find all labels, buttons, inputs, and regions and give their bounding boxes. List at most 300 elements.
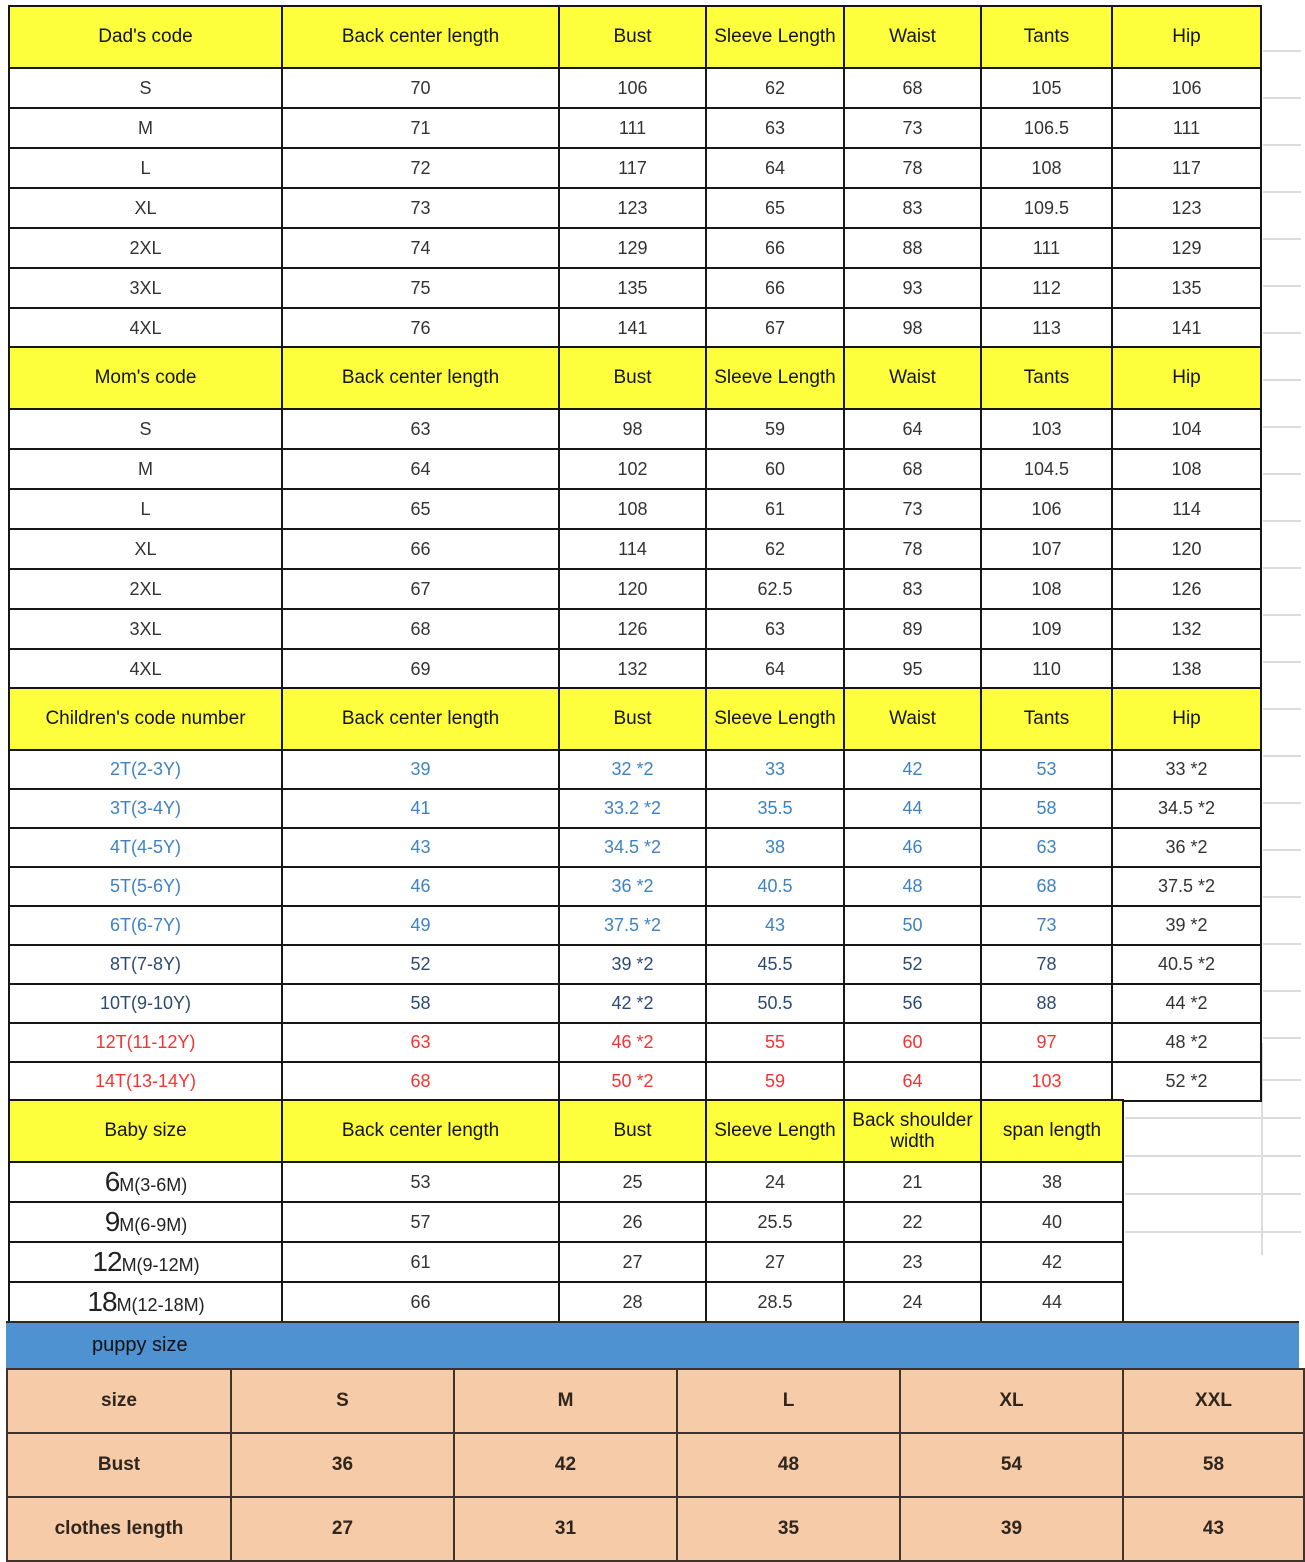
row-label-text: 2T(2-3Y): [109, 759, 181, 779]
table-row: [9, 409, 1261, 449]
row-label: [7, 1369, 231, 1433]
cell-value: 33.2 *2: [559, 789, 706, 828]
cell-value: XXL: [1123, 1369, 1304, 1433]
cell-value: 48: [677, 1433, 900, 1497]
cell-value: 114: [1112, 489, 1261, 529]
cell-value: 39: [282, 750, 559, 789]
row-label: [9, 750, 282, 789]
column-header: Bust: [559, 347, 706, 409]
column-header: Waist: [844, 347, 981, 409]
row-label: [9, 789, 282, 828]
cell-value: 48 *2: [1112, 1023, 1261, 1062]
row-label: [9, 569, 282, 609]
table-row: [9, 1202, 1123, 1242]
cell-value: 78: [844, 148, 981, 188]
row-label-text: 8T(7-8Y): [109, 954, 181, 974]
row-label-big: 18: [87, 1286, 117, 1317]
cell-value: 21: [844, 1162, 981, 1202]
cell-value: 63: [706, 108, 844, 148]
table-row: [9, 268, 1261, 308]
cell-value: 78: [981, 945, 1112, 984]
cell-value: 73: [981, 906, 1112, 945]
column-header: Tants: [981, 347, 1112, 409]
cell-value: 37.5 *2: [1112, 867, 1261, 906]
cell-value: 129: [1112, 228, 1261, 268]
cell-value: 129: [559, 228, 706, 268]
table-row: [9, 1162, 1123, 1202]
cell-value: 123: [559, 188, 706, 228]
row-label: [9, 984, 282, 1023]
row-label: [9, 449, 282, 489]
moms-size-table: [8, 346, 1262, 690]
table-row: [9, 789, 1261, 828]
cell-value: 66: [282, 1282, 559, 1322]
cell-value: 69: [282, 649, 559, 689]
row-label-big: 12: [92, 1246, 122, 1277]
cell-value: 141: [559, 308, 706, 348]
cell-value: 78: [844, 529, 981, 569]
cell-value: 45.5: [706, 945, 844, 984]
cell-value: 76: [282, 308, 559, 348]
column-header: Back shoulder width: [844, 1100, 981, 1162]
column-header: Sleeve Length: [706, 347, 844, 409]
row-label-text: XL: [134, 197, 157, 218]
cell-value: 46: [282, 867, 559, 906]
cell-value: 25: [559, 1162, 706, 1202]
column-header: Bust: [559, 6, 706, 68]
cell-value: 106: [981, 489, 1112, 529]
cell-value: 68: [282, 609, 559, 649]
row-label-rest: M(6-9M): [119, 1215, 188, 1235]
cell-value: 49: [282, 906, 559, 945]
row-label: [9, 1062, 282, 1101]
cell-value: 43: [282, 828, 559, 867]
cell-value: 26: [559, 1202, 706, 1242]
cell-value: 39 *2: [1112, 906, 1261, 945]
row-label-text: 5T(5-6Y): [109, 876, 181, 896]
cell-value: 44 *2: [1112, 984, 1261, 1023]
row-label: [9, 529, 282, 569]
cell-value: 120: [559, 569, 706, 609]
cell-value: 111: [981, 228, 1112, 268]
row-label-text: 12T(11-12Y): [95, 1032, 196, 1052]
cell-value: 75: [282, 268, 559, 308]
cell-value: 55: [706, 1023, 844, 1062]
table-row: [9, 308, 1261, 348]
row-label-text: 2XL: [129, 578, 162, 599]
table-row: [9, 1062, 1261, 1101]
cell-value: 71: [282, 108, 559, 148]
table-row: [9, 148, 1261, 188]
cell-value: 60: [706, 449, 844, 489]
cell-value: 95: [844, 649, 981, 689]
cell-value: 35.5: [706, 789, 844, 828]
table-row: [9, 984, 1261, 1023]
row-label: [9, 906, 282, 945]
cell-value: 111: [559, 108, 706, 148]
row-label: [9, 308, 282, 348]
cell-value: 141: [1112, 308, 1261, 348]
column-header: Bust: [559, 688, 706, 750]
cell-value: 70: [282, 68, 559, 108]
row-label: [7, 1497, 231, 1561]
cell-value: 64: [844, 1062, 981, 1101]
cell-value: 113: [981, 308, 1112, 348]
column-header: Dad's code: [9, 6, 282, 68]
cell-value: 50 *2: [559, 1062, 706, 1101]
cell-value: 33: [706, 750, 844, 789]
cell-value: 63: [282, 409, 559, 449]
cell-value: 36 *2: [1112, 828, 1261, 867]
cell-value: 93: [844, 268, 981, 308]
cell-value: 83: [844, 569, 981, 609]
cell-value: 33 *2: [1112, 750, 1261, 789]
row-label-text: L: [140, 157, 151, 178]
table-row: [9, 867, 1261, 906]
row-label: [9, 828, 282, 867]
row-label: [9, 228, 282, 268]
cell-value: 58: [282, 984, 559, 1023]
row-label-text: XL: [134, 538, 157, 559]
row-label-big: 6: [104, 1166, 120, 1197]
table-row: [7, 1497, 1304, 1561]
cell-value: 126: [1112, 569, 1261, 609]
column-header: Back center length: [282, 347, 559, 409]
cell-value: M: [454, 1369, 677, 1433]
header-row: [9, 1100, 1123, 1162]
cell-value: 40.5 *2: [1112, 945, 1261, 984]
cell-value: 135: [559, 268, 706, 308]
row-label-text: 10T(9-10Y): [99, 993, 192, 1013]
cell-value: 39: [900, 1497, 1123, 1561]
row-label: [9, 1202, 282, 1242]
row-label-text: 3XL: [129, 618, 162, 639]
cell-value: 38: [981, 1162, 1123, 1202]
table-row: [9, 188, 1261, 228]
row-label: [9, 1162, 282, 1202]
row-label: [9, 68, 282, 108]
column-header: Back center length: [282, 688, 559, 750]
cell-value: 89: [844, 609, 981, 649]
header-row: [9, 6, 1261, 68]
cell-value: 67: [706, 308, 844, 348]
cell-value: 103: [981, 1062, 1112, 1101]
cell-value: 64: [706, 649, 844, 689]
puppy-size-bar-label: puppy size: [92, 1334, 188, 1356]
table-row: [9, 489, 1261, 529]
row-label: [9, 1282, 282, 1322]
cell-value: 73: [844, 489, 981, 529]
cell-value: 135: [1112, 268, 1261, 308]
cell-value: 32 *2: [559, 750, 706, 789]
row-label: [9, 1242, 282, 1282]
cell-value: 74: [282, 228, 559, 268]
cell-value: L: [677, 1369, 900, 1433]
cell-value: 68: [844, 449, 981, 489]
cell-value: 40.5: [706, 867, 844, 906]
childrens-size-table: [8, 687, 1262, 1102]
cell-value: 58: [1123, 1433, 1304, 1497]
row-label-text: 6T(6-7Y): [109, 915, 181, 935]
cell-value: 42: [454, 1433, 677, 1497]
cell-value: 62.5: [706, 569, 844, 609]
table-row: [9, 828, 1261, 867]
cell-value: 104.5: [981, 449, 1112, 489]
cell-value: 73: [844, 108, 981, 148]
cell-value: XL: [900, 1369, 1123, 1433]
cell-value: 34.5 *2: [559, 828, 706, 867]
cell-value: 72: [282, 148, 559, 188]
cell-value: 27: [559, 1242, 706, 1282]
column-header: Hip: [1112, 6, 1261, 68]
cell-value: 60: [844, 1023, 981, 1062]
cell-value: 109: [981, 609, 1112, 649]
cell-value: 28: [559, 1282, 706, 1322]
cell-value: 42: [981, 1242, 1123, 1282]
cell-value: 56: [844, 984, 981, 1023]
cell-value: 22: [844, 1202, 981, 1242]
cell-value: 104: [1112, 409, 1261, 449]
cell-value: 83: [844, 188, 981, 228]
puppy-size-bar: [6, 1321, 1299, 1368]
cell-value: 105: [981, 68, 1112, 108]
row-label: [9, 609, 282, 649]
cell-value: 67: [282, 569, 559, 609]
row-label-text: 14T(13-14Y): [94, 1071, 197, 1091]
cell-value: 40: [981, 1202, 1123, 1242]
row-label: [9, 649, 282, 689]
cell-value: 34.5 *2: [1112, 789, 1261, 828]
cell-value: 58: [981, 789, 1112, 828]
table-row: [9, 945, 1261, 984]
cell-value: 59: [706, 1062, 844, 1101]
tables-stack: [8, 5, 1301, 1562]
cell-value: 50.5: [706, 984, 844, 1023]
row-label: [9, 148, 282, 188]
row-label-text: 3T(3-4Y): [109, 798, 181, 818]
table-row: [9, 449, 1261, 489]
cell-value: 54: [900, 1433, 1123, 1497]
column-header: Hip: [1112, 347, 1261, 409]
column-header: Sleeve Length: [706, 688, 844, 750]
row-label: [9, 1023, 282, 1062]
cell-value: 61: [282, 1242, 559, 1282]
cell-value: 126: [559, 609, 706, 649]
cell-value: 98: [559, 409, 706, 449]
cell-value: 117: [1112, 148, 1261, 188]
cell-value: 31: [454, 1497, 677, 1561]
row-label-text: clothes length: [54, 1518, 184, 1539]
cell-value: 108: [1112, 449, 1261, 489]
cell-value: 53: [282, 1162, 559, 1202]
cell-value: 88: [844, 228, 981, 268]
column-header: Waist: [844, 6, 981, 68]
column-header: Tants: [981, 6, 1112, 68]
cell-value: 23: [844, 1242, 981, 1282]
column-header: Back center length: [282, 1100, 559, 1162]
cell-value: 109.5: [981, 188, 1112, 228]
row-label-text: 4XL: [129, 658, 162, 679]
row-label: [9, 188, 282, 228]
table-row: [9, 906, 1261, 945]
header-row: [9, 688, 1261, 750]
cell-value: 98: [844, 308, 981, 348]
cell-value: 68: [981, 867, 1112, 906]
cell-value: 120: [1112, 529, 1261, 569]
cell-value: 43: [1123, 1497, 1304, 1561]
cell-value: 52: [282, 945, 559, 984]
cell-value: 25.5: [706, 1202, 844, 1242]
row-label-rest: M(9-12M): [121, 1255, 200, 1275]
table-row: [9, 750, 1261, 789]
column-header: Mom's code: [9, 347, 282, 409]
header-row: [9, 347, 1261, 409]
column-header: Sleeve Length: [706, 1100, 844, 1162]
cell-value: 64: [282, 449, 559, 489]
table-row: [9, 228, 1261, 268]
row-label-text: L: [140, 498, 151, 519]
row-label-text: S: [139, 418, 152, 439]
cell-value: 62: [706, 68, 844, 108]
cell-value: 38: [706, 828, 844, 867]
cell-value: 24: [706, 1162, 844, 1202]
cell-value: 117: [559, 148, 706, 188]
cell-value: 66: [282, 529, 559, 569]
table-row: [9, 529, 1261, 569]
cell-value: 59: [706, 409, 844, 449]
cell-value: 52: [844, 945, 981, 984]
row-label-text: M: [138, 117, 153, 138]
column-header: Bust: [559, 1100, 706, 1162]
row-label: [9, 867, 282, 906]
table-row: [9, 1282, 1123, 1322]
cell-value: 63: [981, 828, 1112, 867]
cell-value: 48: [844, 867, 981, 906]
table-row: [7, 1433, 1304, 1497]
cell-value: 97: [981, 1023, 1112, 1062]
baby-size-table: [8, 1099, 1124, 1323]
column-header: Waist: [844, 688, 981, 750]
row-label-text: Bust: [97, 1454, 141, 1475]
cell-value: 43: [706, 906, 844, 945]
cell-value: 36 *2: [559, 867, 706, 906]
cell-value: 110: [981, 649, 1112, 689]
cell-value: 28.5: [706, 1282, 844, 1322]
row-label-rest: M(3-6M): [119, 1175, 188, 1195]
cell-value: 66: [706, 228, 844, 268]
cell-value: 57: [282, 1202, 559, 1242]
cell-value: 112: [981, 268, 1112, 308]
cell-value: 50: [844, 906, 981, 945]
row-label-text: 3XL: [129, 277, 162, 298]
cell-value: 42 *2: [559, 984, 706, 1023]
column-header: Sleeve Length: [706, 6, 844, 68]
table-row: [9, 1242, 1123, 1282]
row-label-text: 2XL: [129, 237, 162, 258]
cell-value: 63: [282, 1023, 559, 1062]
table-row: [9, 108, 1261, 148]
cell-value: 24: [844, 1282, 981, 1322]
cell-value: 68: [844, 68, 981, 108]
cell-value: 123: [1112, 188, 1261, 228]
cell-value: 53: [981, 750, 1112, 789]
cell-value: 66: [706, 268, 844, 308]
column-header: Children's code number: [9, 688, 282, 750]
column-header: span length: [981, 1100, 1123, 1162]
cell-value: 103: [981, 409, 1112, 449]
table-row: [9, 1023, 1261, 1062]
cell-value: 68: [282, 1062, 559, 1101]
row-label-rest: M(12-18M): [116, 1295, 205, 1315]
cell-value: 35: [677, 1497, 900, 1561]
cell-value: 37.5 *2: [559, 906, 706, 945]
cell-value: 65: [706, 188, 844, 228]
column-header: Back center length: [282, 6, 559, 68]
cell-value: 42: [844, 750, 981, 789]
column-header: Hip: [1112, 688, 1261, 750]
cell-value: 65: [282, 489, 559, 529]
cell-value: 36: [231, 1433, 454, 1497]
cell-value: 108: [981, 569, 1112, 609]
row-label-text: M: [138, 458, 153, 479]
cell-value: 106: [559, 68, 706, 108]
cell-value: 138: [1112, 649, 1261, 689]
cell-value: 107: [981, 529, 1112, 569]
cell-value: 132: [559, 649, 706, 689]
cell-value: 61: [706, 489, 844, 529]
cell-value: 27: [231, 1497, 454, 1561]
cell-value: 108: [559, 489, 706, 529]
column-header: Tants: [981, 688, 1112, 750]
table-row: [9, 569, 1261, 609]
cell-value: 111: [1112, 108, 1261, 148]
row-label: [9, 489, 282, 529]
cell-value: S: [231, 1369, 454, 1433]
row-label-text: 4T(4-5Y): [109, 837, 181, 857]
cell-value: 52 *2: [1112, 1062, 1261, 1101]
table-row: [7, 1369, 1304, 1433]
cell-value: 132: [1112, 609, 1261, 649]
cell-value: 64: [844, 409, 981, 449]
row-label-big: 9: [104, 1206, 120, 1237]
cell-value: 73: [282, 188, 559, 228]
cell-value: 46 *2: [559, 1023, 706, 1062]
cell-value: 63: [706, 609, 844, 649]
row-label: [7, 1433, 231, 1497]
puppy-size-table: [6, 1368, 1305, 1562]
row-label-text: size: [101, 1390, 137, 1411]
cell-value: 62: [706, 529, 844, 569]
cell-value: 39 *2: [559, 945, 706, 984]
dads-size-table: [8, 5, 1262, 349]
row-label: [9, 268, 282, 308]
row-label-text: S: [139, 77, 152, 98]
cell-value: 44: [844, 789, 981, 828]
cell-value: 106: [1112, 68, 1261, 108]
cell-value: 44: [981, 1282, 1123, 1322]
table-row: [9, 68, 1261, 108]
cell-value: 27: [706, 1242, 844, 1282]
row-label: [9, 108, 282, 148]
cell-value: 41: [282, 789, 559, 828]
cell-value: 108: [981, 148, 1112, 188]
cell-value: 114: [559, 529, 706, 569]
row-label-text: 4XL: [129, 317, 162, 338]
table-row: [9, 609, 1261, 649]
row-label: [9, 409, 282, 449]
cell-value: 106.5: [981, 108, 1112, 148]
row-label: [9, 945, 282, 984]
